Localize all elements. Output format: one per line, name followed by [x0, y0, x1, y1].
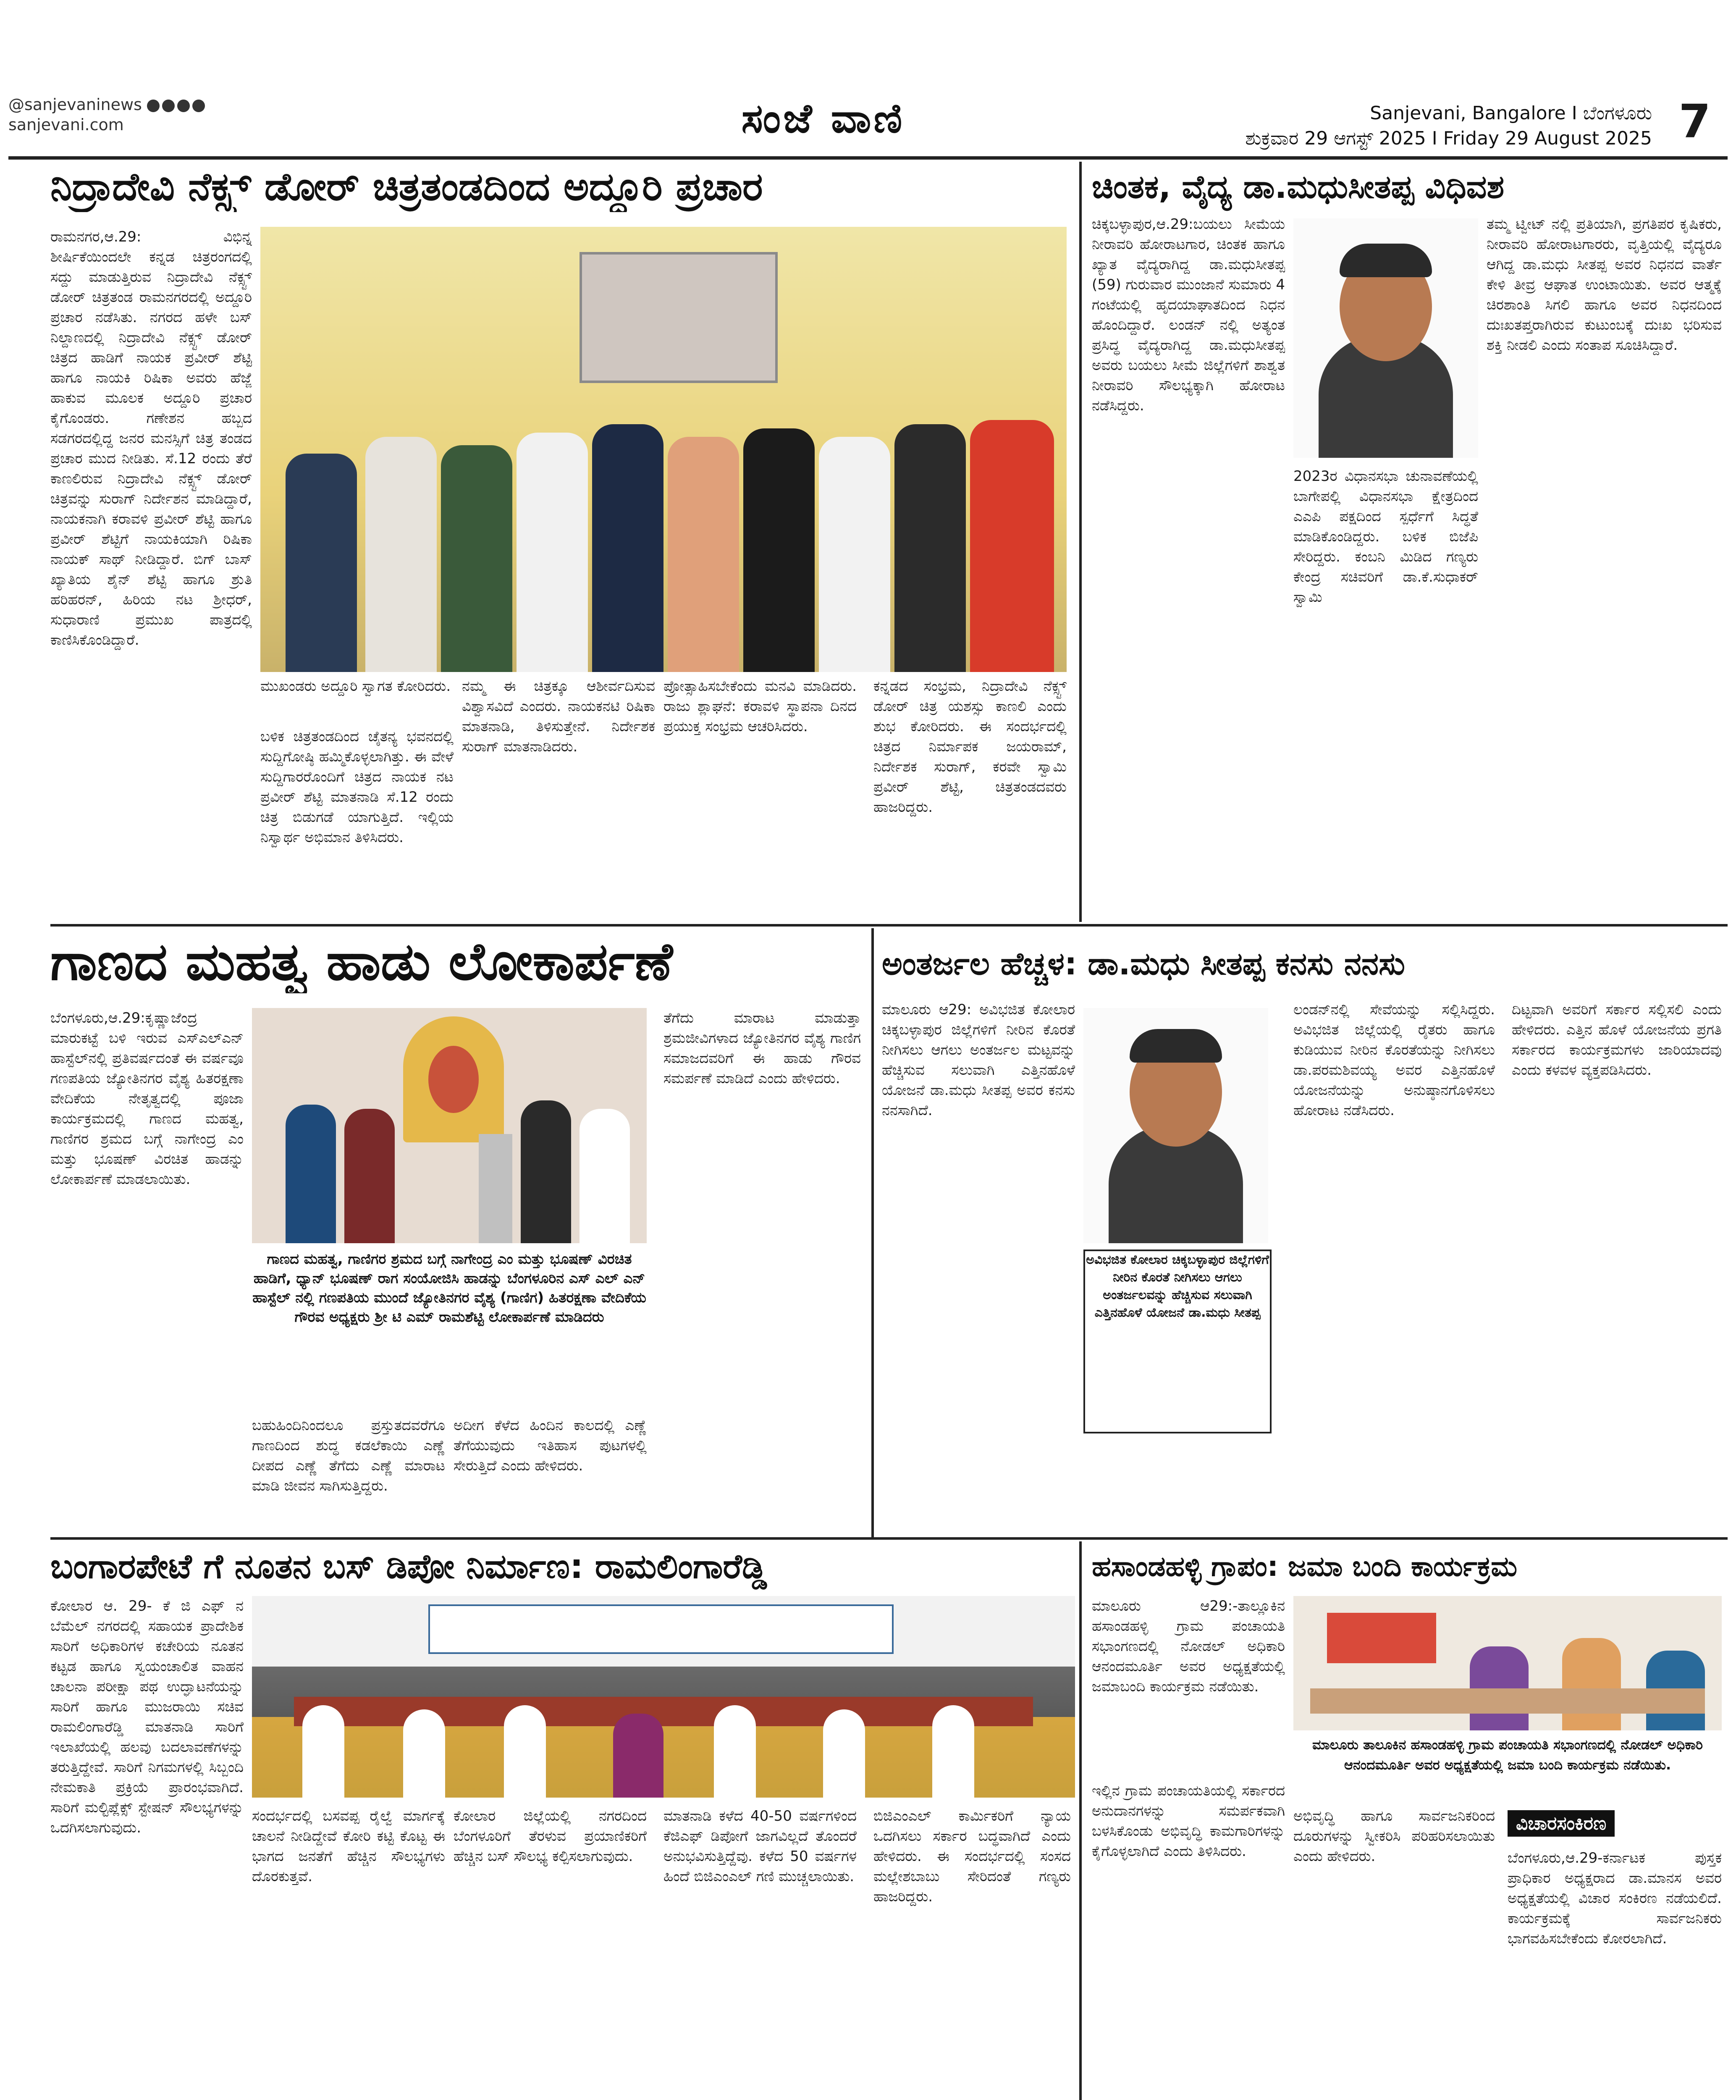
dateline — [1245, 101, 1652, 151]
story6-photo-caption: ಮಾಲೂರು ತಾಲೂಕಿನ ಹಸಾಂಡಹಳ್ಳಿ ಗ್ರಾಮ ಪಂಚಾಯತಿ ಸಭಾಂಗಣದಲ್ಲಿ ನೋಡಲ್ ಅಧಿಕಾರಿ ಆನಂದಮೂರ್ತಿ ಅವರ ಅಧ್ಯಕ್ಷತೆಯಲ್ಲಿ ಜಮಾ ಬಂದಿ ಕಾರ್ಯಕ್ರಮ ನಡೆಯಿತು. — [1293, 1735, 1722, 1798]
story5-col3: ಕೋಲಾರ ಜಿಲ್ಲೆಯಲ್ಲಿ ನಗರದಿಂದ ಬೆಂಗಳೂರಿಗೆ ತೆರಳುವ ಪ್ರಯಾಣಿಕರಿಗೆ ಹೆಚ್ಚಿನ ಬಸ್ ಸೌಲಭ್ಯ ಕಲ್ಪಿಸಲಾಗುವುದು. — [454, 1808, 647, 1865]
page-number: 7 — [1678, 94, 1711, 148]
story1-col2: ಬಳಿಕ ಚಿತ್ರತಂಡದಿಂದ ಚೈತನ್ಯ ಭವನದಲ್ಲಿ ಸುದ್ದಿಗೋಷ್ಠಿ ಹಮ್ಮಿಕೊಳ್ಳಲಾಗಿತ್ತು. ಈ ವೇಳೆ ಸುದ್ದಿಗಾರರೊಂದಿಗೆ ಚಿತ್ರದ ನಾಯಕ ನಟ ಪ್ರವೀರ್ ಶೆಟ್ಟಿ ಮಾತನಾಡಿ ಸೆ.12 ರಂದು ಚಿತ್ರ ಬಿಡುಗಡೆ ಯಾಗುತ್ತಿದೆ. ಇಲ್ಲಿಯ ನಿಸ್ವಾರ್ಥ ಅಭಿಮಾನ ತಿಳಿಸಿದರು. — [260, 728, 454, 846]
social-icons — [147, 95, 207, 114]
story4-col3: ದಿಟ್ಟವಾಗಿ ಅವರಿಗೆ ಸರ್ಕಾರ ಸಲ್ಲಿಸಲಿ ಎಂದು ಹೇಳಿದರು. ಎತ್ತಿನ ಹೊಳೆ ಯೋಜನೆಯ ಪ್ರಗತಿ ಸರ್ಕಾರದ ಕಾರ್ಯಕ್ರಮಗಳು ಜಾರಿಯಾದವು ಎಂದು ಕಳವಳ ವ್ಯಕ್ತಪಡಿಸಿದರು. — [1512, 1001, 1722, 1079]
story1-col3: ನಮ್ಮ ಈ ಚಿತ್ರಕ್ಕೂ ಆಶೀರ್ವದಿಸುವ ವಿಶ್ವಾಸವಿದೆ ಎಂದರು. ನಾಯಕನಟಿ ರಿಷಿಕಾ ಮಾತನಾಡಿ, ತಿಳಿಸುತ್ತೇನೆ. ನಿರ್ದೇಶಕ ಸುರಾಗ್ ಮಾತನಾಡಿದರು. — [462, 678, 655, 755]
story6-col2: ಇಲ್ಲಿನ ಗ್ರಾಮ ಪಂಚಾಯತಿಯಲ್ಲಿ ಸರ್ಕಾರದ ಅನುದಾನಗಳನ್ನು ಸಮರ್ಪಕವಾಗಿ ಬಳಸಿಕೊಂಡು ಅಭಿವೃದ್ಧಿ ಕಾಮಗಾರಿಗಳನ್ನು ಕೈಗೊಳ್ಳಲಾಗಿದೆ ಎಂದು ತಿಳಿಸಿದರು. — [1092, 1782, 1285, 1860]
date-line: ಶುಕ್ರವಾರ 29 ಆಗಸ್ಟ್ 2025 I Friday 29 August 2025 — [1245, 128, 1652, 149]
story1-col4: ಪ್ರೋತ್ಸಾಹಿಸಬೇಕೆಂದು ಮನವಿ ಮಾಡಿದರು. ರಾಜು ಶ್ಲಾಘನೆ: ಕರಾವಳಿ ಸ್ಥಾಪನಾ ದಿನದ ಪ್ರಯುಕ್ತ ಸಂಭ್ರಮ ಆಚರಿಸಿದರು. — [663, 678, 857, 735]
masthead-rule — [8, 156, 1728, 160]
story4-col1: ಮಾಲೂರು ಆ29: ಅವಿಭಜಿತ ಕೋಲಾರ ಚಿಕ್ಕಬಳ್ಳಾಪುರ ಜಿಲ್ಲೆಗಳಿಗೆ ನೀರಿನ ಕೊರತೆ ನೀಗಿಸಲು ಆಗಲು ಅಂತರ್ಜಲ ಮಟ್ಟವನ್ನು ಹೆಚ್ಚಿಸುವ ಸಲುವಾಗಿ ಎತ್ತಿನಹೊಳೆ ಯೋಜನೆ ಡಾ.ಮಧು ಸೀತಪ್ಪ ಅವರ ಕನಸು ನನಸಾಗಿದೆ. — [882, 1001, 1075, 1119]
story5-headline: ಬಂಗಾರಪೇಟೆ ಗೆ ನೂತನ ಬಸ್ ಡಿಪೋ ನಿರ್ಮಾಣ: ರಾಮಲಿಂಗಾರೆಡ್ಡಿ — [50, 1547, 767, 1586]
story2-portrait — [1293, 218, 1478, 458]
story4-col2: ಲಂಡನ್‌ನಲ್ಲಿ ಸೇವೆಯನ್ನು ಸಲ್ಲಿಸಿದ್ದರು. ಅವಿಭಜಿತ ಜಿಲ್ಲೆಯಲ್ಲಿ ರೈತರು ಹಾಗೂ ಕುಡಿಯುವ ನೀರಿನ ಕೊರತೆಯನ್ನು ನೀಗಿಸಲು ಡಾ.ಪರಮಶಿವಯ್ಯ ಅವರ ಎತ್ತಿನಹೊಳೆ ಯೋಜನೆಯನ್ನು ಅನುಷ್ಠಾನಗೊಳಿಸಲು ಹೋರಾಟ ನಡೆಸಿದರು. — [1293, 1001, 1495, 1119]
story4-portrait — [1083, 1008, 1268, 1243]
story3-col2: ಬಹುಹಿಂದಿನಿಂದಲೂ ಪ್ರಸ್ತುತದವರೆಗೂ ಗಾಣದಿಂದ ಶುದ್ಧ ಕಡಲೆಕಾಯಿ ಎಣ್ಣೆ ದೀಪದ ಎಣ್ಣೆ ತೆಗೆದು ಎಣ್ಣೆ ಮಾರಾಟ ಮಾಡಿ ಜೀವನ ಸಾಗಿಸುತ್ತಿದ್ದರು. — [252, 1417, 445, 1494]
column-rule-3 — [1079, 1541, 1082, 2100]
story5-col4: ಮಾತನಾಡಿ ಕಳೆದ 40-50 ವರ್ಷಗಳಿಂದ ಕೆಜಿಎಫ್ ಡಿಪೋಗೆ ಜಾಗವಿಲ್ಲದೆ ತೊಂದರೆ ಅನುಭವಿಸುತ್ತಿದ್ದೆವು. ಕಳೆದ 50 ವರ್ಷಗಳ ಹಿಂದೆ ಬಿಜಿಎಂಎಲ್ ಗಣಿ ಮುಚ್ಚಲಾಯಿತು. — [663, 1808, 857, 1885]
story3-col1: ಬೆಂಗಳೂರು,ಆ.29:ಕೃಷ್ಣಾಜೆಂದ್ರ ಮಾರುಕಟ್ಟೆ ಬಳಿ ಇರುವ ಎಸ್‌ಎಲ್‌ಎನ್ ಹಾಸ್ಟೆಲ್‌ನಲ್ಲಿ ಪ್ರತಿವರ್ಷದಂತೆ ಈ ವರ್ಷವೂ ಗಣಪತಿಯ ಜ್ಯೋತಿನಗರ ವೈಶ್ಯ ಹಿತರಕ್ಷಣಾ ವೇದಿಕೆಯ ನೇತೃತ್ವದಲ್ಲಿ ಪೂಜಾ ಕಾರ್ಯಕ್ರಮದಲ್ಲಿ ಗಾಣದ ಮಹತ್ವ, ಗಾಣಿಗರ ಶ್ರಮದ ಬಗ್ಗೆ ನಾಗೇಂದ್ರ ಎಂ ಮತ್ತು ಭೂಷಣ್ ವಿರಚಿತ ಹಾಡನ್ನು ಲೋಕಾರ್ಪಣೆ ಮಾಡಲಾಯಿತು. — [50, 1010, 244, 1188]
story5-col5: ಬಿಜಿಎಂಎಲ್ ಕಾರ್ಮಿಕರಿಗೆ ನ್ಯಾಯ ಒದಗಿಸಲು ಸರ್ಕಾರ ಬದ್ಧವಾಗಿದೆ ಎಂದು ಹೇಳಿದರು. ಈ ಸಂದರ್ಭದಲ್ಲಿ ಸಂಸದ ಮಲ್ಲೇಶಬಾಬು ಸೇರಿದಂತೆ ಗಣ್ಯರು ಹಾಜರಿದ್ದರು. — [873, 1808, 1071, 1905]
notice-section-label: ವಿಚಾರಸಂಕಿರಣ — [1508, 1810, 1615, 1837]
story5-photo — [252, 1596, 1075, 1798]
story1-headline: ನಿದ್ರಾದೇವಿ ನೆಕ್ಸ್ಟ್ ಡೋರ್ ಚಿತ್ರತಂಡದಿಂದ ಅದ್ದೂರಿ ಪ್ರಚಾರ — [50, 164, 763, 209]
story3-col3: ಅದೀಗ ಕೆಳೆದ ಹಿಂದಿನ ಕಾಲದಲ್ಲಿ ಎಣ್ಣೆ ತೆಗೆಯುವುದು ಇತಿಹಾಸ ಪುಟಗಳಲ್ಲಿ ಸೇರುತ್ತಿದೆ ಎಂದು ಹೇಳಿದರು. — [454, 1417, 647, 1474]
story6-photo — [1293, 1596, 1722, 1730]
story2-headline: ಚಿಂತಕ, ವೈದ್ಯ ಡಾ.ಮಧುಸೀತಪ್ಪ ವಿಧಿವಶ — [1092, 168, 1505, 205]
story4-photo-caption: ಅವಿಭಜಿತ ಕೋಲಾರ ಚಿಕ್ಕಬಳ್ಳಾಪುರ ಜಿಲ್ಲೆಗಳಿಗೆ ನೀರಿನ ಕೊರತೆ ನೀಗಿಸಲು ಆಗಲು ಅಂತರ್ಜಲವನ್ನು ಹೆಚ್ಚಿಸುವ ಸಲುವಾಗಿ ಎತ್ತಿನಹೊಳೆ ಯೋಜನೆ ಡಾ.ಮಧು ಸೀತಪ್ಪ — [1083, 1250, 1272, 1433]
story6-headline: ಹಸಾಂಡಹಳ್ಳಿ ಗ್ರಾಪಂ: ಜಮಾ ಬಂದಿ ಕಾರ್ಯಕ್ರಮ — [1092, 1550, 1518, 1583]
column-rule — [1079, 162, 1082, 922]
story2-col2: 2023ರ ವಿಧಾನಸಭಾ ಚುನಾವಣೆಯಲ್ಲಿ ಬಾಗೇಪಲ್ಲಿ ವಿಧಾನಸಭಾ ಕ್ಷೇತ್ರದಿಂದ ಎಎಪಿ ಪಕ್ಷದಿಂದ ಸ್ಪರ್ಧೆಗೆ ಸಿದ್ಧತೆ ಮಾಡಿಕೊಂಡಿದ್ದರು. ಬಳಿಕ ಬಿಜೆಪಿ ಸೇರಿದ್ದರು. ಕಂಬನಿ ಮಿಡಿದ ಗಣ್ಯರು ಕೇಂದ್ರ ಸಚಿವರಿಗೆ ಡಾ.ಕೆ.ಸುಧಾಕರ್ ಸ್ವಾಮಿ — [1293, 468, 1478, 606]
section-rule-2 — [50, 1537, 1728, 1540]
story2-col3: ತಮ್ಮ ಟ್ವೀಟ್ ನಲ್ಲಿ ಪ್ರತಿಯಾಗಿ, ಪ್ರಗತಿಪರ ಕೃಷಿಕರು, ನೀರಾವರಿ ಹೋರಾಟಗಾರರು, ವೃತ್ತಿಯಲ್ಲಿ ವೈದ್ಯರೂ ಆಗಿದ್ದ ಡಾ.ಮಧು ಸೀತಪ್ಪ ಅವರ ನಿಧನದ ವಾರ್ತೆ ಕೇಳಿ ತೀವ್ರ ಆಘಾತ ಉಂಟಾಯಿತು. ಅವರ ಆತ್ಮಕ್ಕೆ ಚಿರಶಾಂತಿ ಸಿಗಲಿ ಹಾಗೂ ಅವರ ನಿಧನದಿಂದ ದುಃಖತಪ್ತರಾಗಿರುವ ಕುಟುಂಬಕ್ಕೆ ದುಃಖ ಭರಿಸುವ ಶಕ್ತಿ ನೀಡಲಿ ಎಂದು ಸಂತಾಪ ಸೂಚಿಸಿದ್ದಾರೆ. — [1487, 216, 1722, 354]
notice-body: ಬೆಂಗಳೂರು,ಆ.29-ಕರ್ನಾಟಕ ಪುಸ್ತಕ ಪ್ರಾಧಿಕಾರ ಅಧ್ಯಕ್ಷರಾದ ಡಾ.ಮಾನಸ ಅವರ ಅಧ್ಯಕ್ಷತೆಯಲ್ಲಿ ವಿಚಾರ ಸಂಕಿರಣ ನಡೆಯಲಿದೆ. ಕಾರ್ಯಕ್ರಮಕ್ಕೆ ಸಾರ್ವಜನಿಕರು ಭಾಗವಹಿಸಬೇಕೆಂದು ಕೋರಲಾಗಿದೆ. — [1508, 1850, 1722, 1947]
social-handle: @sanjevaninews — [8, 94, 207, 115]
story6-col3: ಅಭಿವೃದ್ಧಿ ಹಾಗೂ ಸಾರ್ವಜನಿಕರಿಂದ ದೂರುಗಳನ್ನು ಸ್ವೀಕರಿಸಿ ಪರಿಹರಿಸಲಾಯಿತು ಎಂದು ಹೇಳಿದರು. — [1293, 1808, 1495, 1865]
column-rule-2 — [871, 928, 874, 1537]
story3-col4: ತೆಗೆದು ಮಾರಾಟ ಮಾಡುತ್ತಾ ಶ್ರಮಜೀವಿಗಳಾದ ಜ್ಯೋತಿನಗರ ವೈಶ್ಯ ಗಾಣಿಗ ಸಮಾಜದವರಿಗೆ ಈ ಹಾಡು ಗೌರವ ಸಮರ್ಪಣೆ ಮಾಡಿದೆ ಎಂದು ಹೇಳಿದರು. — [663, 1010, 861, 1087]
story1-photo — [260, 227, 1067, 672]
story5-col1: ಕೋಲಾರ ಆ. 29- ಕೆ ಜಿ ಎಫ್ ನ ಬೆಮೆಲ್ ನಗರದಲ್ಲಿ ಸಹಾಯಕ ಪ್ರಾದೇಶಿಕ ಸಾರಿಗೆ ಅಧಿಕಾರಿಗಳ ಕಚೇರಿಯ ನೂತನ ಕಟ್ಟಡ ಹಾಗೂ ಸ್ವಯಂಚಾಲಿತ ವಾಹನ ಚಾಲನಾ ಪರೀಕ್ಷಾ ಪಥ ಉದ್ಘಾಟನೆಯನ್ನು ಸಾರಿಗೆ ಹಾಗೂ ಮುಜರಾಯಿ ಸಚಿವ ರಾಮಲಿಂಗಾರೆಡ್ಡಿ ಮಾತನಾಡಿ ಸಾರಿಗೆ ಇಲಾಖೆಯಲ್ಲಿ ಹಲವು ಬದಲಾವಣೆಗಳನ್ನು ತರುತ್ತಿದ್ದೇವೆ. ಸಾರಿಗೆ ನಿಗಮಗಳಲ್ಲಿ ಸಿಬ್ಬಂದಿ ನೇಮಕಾತಿ ಪ್ರಕ್ರಿಯೆ ಪ್ರಾರಂಭವಾಗಿದೆ. ಸಾರಿಗೆ ಮಲ್ಟಿಪ್ಲೆಕ್ಸ್ ಸ್ಟೇಷನ್ ಸೌಲಭ್ಯಗಳನ್ನು ಒದಗಿಸಲಾಗುವುದು. — [50, 1598, 244, 1836]
story1-col5: ಕನ್ನಡದ ಸಂಭ್ರಮ, ನಿದ್ರಾದೇವಿ ನೆಕ್ಸ್ಟ್ ಡೋರ್ ಚಿತ್ರ ಯಶಸ್ಸು ಕಾಣಲಿ ಎಂದು ಶುಭ ಕೋರಿದರು. ಈ ಸಂದರ್ಭದಲ್ಲಿ ಚಿತ್ರದ ನಿರ್ಮಾಪಕ ಜಯರಾಮ್, ನಿರ್ದೇಶಕ ಸುರಾಗ್, ಕರವೇ ಸ್ವಾಮಿ ಪ್ರವೀರ್ ಶೆಟ್ಟಿ, ಚಿತ್ರತಂಡದವರು ಹಾಜರಿದ್ದರು. — [873, 678, 1067, 816]
section-rule-1 — [50, 924, 1728, 927]
story1-photo-caption: ಮುಖಂಡರು ಅದ್ದೂರಿ ಸ್ವಾಗತ ಕೋರಿದರು. — [260, 678, 451, 695]
story3-headline: ಗಾಣದ ಮಹತ್ವ ಹಾಡು ಲೋಕಾರ್ಪಣೆ — [50, 932, 673, 992]
story3-photo — [252, 1008, 647, 1243]
story3-photo-caption: ಗಾಣದ ಮಹತ್ವ, ಗಾಣಿಗರ ಶ್ರಮದ ಬಗ್ಗೆ ನಾಗೇಂದ್ರ ಎಂ ಮತ್ತು ಭೂಷಣ್ ವಿರಚಿತ ಹಾಡಿಗೆ, ಧ್ಯಾನ್ ಭೂಷಣ್ ರಾಗ ಸಂಯೋಜಿಸಿ ಹಾಡನ್ನು ಬೆಂಗಳೂರಿನ ಎಸ್ ಎಲ್ ಎನ್ ಹಾಸ್ಟೆಲ್ ನಲ್ಲಿ ಗಣಪತಿಯ ಮುಂದೆ ಜ್ಯೋತಿನಗರ ವೈಶ್ಯ (ಗಾಣಿಗ) ಹಿತರಕ್ಷಣಾ ವೇದಿಕೆಯ ಗೌರವ ಅಧ್ಯಕ್ಷರು ಶ್ರೀ ಟಿ ಎಮ್ ರಾಮಶೆಟ್ಟಿ ಲೋಕಾರ್ಪಣೆ ಮಾಡಿದರು — [252, 1250, 647, 1409]
edition: Sanjevani, Bangalore I ಬೆಂಗಳೂರು — [1370, 102, 1652, 124]
website: sanjevani.com — [8, 116, 124, 134]
story1-col1: ರಾಮನಗರ,ಆ.29: ವಿಭಿನ್ನ ಶೀರ್ಷಿಕೆಯಿಂದಲೇ ಕನ್ನಡ ಚಿತ್ರರಂಗದಲ್ಲಿ ಸದ್ದು ಮಾಡುತ್ತಿರುವ ನಿದ್ರಾದೇವಿ ನೆಕ್ಸ್ಟ್ ಡೋರ್ ಚಿತ್ರತಂಡ ರಾಮನಗರದಲ್ಲಿ ಅದ್ದೂರಿ ಪ್ರಚಾರ ನಡೆಸಿತು. ನಗರದ ಹಳೇ ಬಸ್ ನಿಲ್ದಾಣದಲ್ಲಿ ನಿದ್ರಾದೇವಿ ನೆಕ್ಸ್ಟ್ ಡೋರ್ ಚಿತ್ರದ ಹಾಡಿಗೆ ನಾಯಕ ಪ್ರವೀರ್ ಶೆಟ್ಟಿ ಹಾಗೂ ನಾಯಕಿ ರಿಷಿಕಾ ಅವರು ಹೆಜ್ಜೆ ಹಾಕುವ ಮೂಲಕ ಅದ್ದೂರಿ ಪ್ರಚಾರ ಕೈಗೊಂಡರು. ಗಣೇಶನ ಹಬ್ಬದ ಸಡಗರದಲ್ಲಿದ್ದ ಜನರ ಮನಸ್ಸಿಗೆ ಚಿತ್ರ ತಂಡದ ಪ್ರಚಾರ ಮುದ ನೀಡಿತು. ಸೆ.12 ರಂದು ತೆರೆ ಕಾಣಲಿರುವ ನಿದ್ರಾದೇವಿ ನೆಕ್ಸ್ಟ್ ಡೋರ್ ಚಿತ್ರವನ್ನು ಸುರಾಗ್ ನಿರ್ದೇಶನ ಮಾಡಿದ್ದಾರೆ, ನಾಯಕನಾಗಿ ಕರಾವಳಿ ಪ್ರವೀರ್ ಶೆಟ್ಟಿ ಹಾಗೂ ಪ್ರವೀರ್ ಶೆಟ್ಟಿಗೆ ನಾಯಕಿಯಾಗಿ ರಿಷಿಕಾ ನಾಯಕ್ ಸಾಥ್ ನೀಡಿದ್ದಾರೆ. ಬಿಗ್ ಬಾಸ್ ಖ್ಯಾತಿಯ ಶೈನ್ ಶೆಟ್ಟಿ ಹಾಗೂ ಶ್ರುತಿ ಹರಿಹರನ್, ಹಿರಿಯ ನಟ ಶ್ರೀಧರ್, ಸುಧಾರಾಣಿ ಪ್ರಮುಖ ಪಾತ್ರದಲ್ಲಿ ಕಾಣಿಸಿಕೊಂಡಿದ್ದಾರೆ. — [50, 228, 252, 648]
story6-col1: ಮಾಲೂರು ಆ29:-ತಾಲ್ಲೂಕಿನ ಹಸಾಂಡಹಳ್ಳಿ ಗ್ರಾಮ ಪಂಚಾಯತಿ ಸಭಾಂಗಣದಲ್ಲಿ ನೋಡಲ್ ಅಧಿಕಾರಿ ಆನಂದಮೂರ್ತಿ ಅವರ ಅಧ್ಯಕ್ಷತೆಯಲ್ಲಿ ಜಮಾಬಂದಿ ಕಾರ್ಯಕ್ರಮ ನಡೆಯಿತು. — [1092, 1598, 1285, 1695]
masthead-left — [8, 94, 207, 135]
masthead-logo — [613, 94, 1033, 153]
story4-headline: ಅಂತರ್ಜಲ ಹೆಚ್ಚಳ: ಡಾ.ಮಧು ಸೀತಪ್ಪ ಕನಸು ನನಸು — [882, 946, 1405, 982]
story2-col1: ಚಿಕ್ಕಬಳ್ಳಾಪುರ,ಆ.29:ಬಯಲು ಸೀಮೆಯ ನೀರಾವರಿ ಹೋರಾಟಗಾರ, ಚಿಂತಕ ಹಾಗೂ ಖ್ಯಾತ ವೈದ್ಯರಾಗಿದ್ದ ಡಾ.ಮಧುಸೀತಪ್ಪ (59) ಗುರುವಾರ ಮುಂಜಾನೆ ಸುಮಾರು 4 ಗಂಟೆಯಲ್ಲಿ ಹೃದಯಾಘಾತದಿಂದ ನಿಧನ ಹೊಂದಿದ್ದಾರೆ. ಲಂಡನ್ ನಲ್ಲಿ ಅತ್ಯಂತ ಪ್ರಸಿದ್ಧ ವೈದ್ಯರಾಗಿದ್ದ ಡಾ.ಮಧುಸೀತಪ್ಪ ಅವರು ಬಯಲು ಸೀಮೆ ಜಿಲ್ಲೆಗಳಿಗೆ ಶಾಶ್ವತ ನೀರಾವರಿ ಸೌಲಭ್ಯಕ್ಕಾಗಿ ಹೋರಾಟ ನಡೆಸಿದ್ದರು. — [1092, 216, 1285, 414]
story5-col2: ಸಂದರ್ಭದಲ್ಲಿ ಬಸವಪ್ಪ ರೈಲ್ವೆ ಮಾರ್ಗಕ್ಕೆ ಚಾಲನೆ ನೀಡಿದ್ದೇವೆ ಕೋರಿ ಕಟ್ಟಿ ಕೊಟ್ಟ ಈ ಭಾಗದ ಜನತೆಗೆ ಹೆಚ್ಚಿನ ಸೌಲಭ್ಯಗಳು ದೊರಕುತ್ತವೆ. — [252, 1808, 445, 1885]
logo-text: ಸಂಜೆ ವಾಣಿ — [741, 94, 905, 142]
